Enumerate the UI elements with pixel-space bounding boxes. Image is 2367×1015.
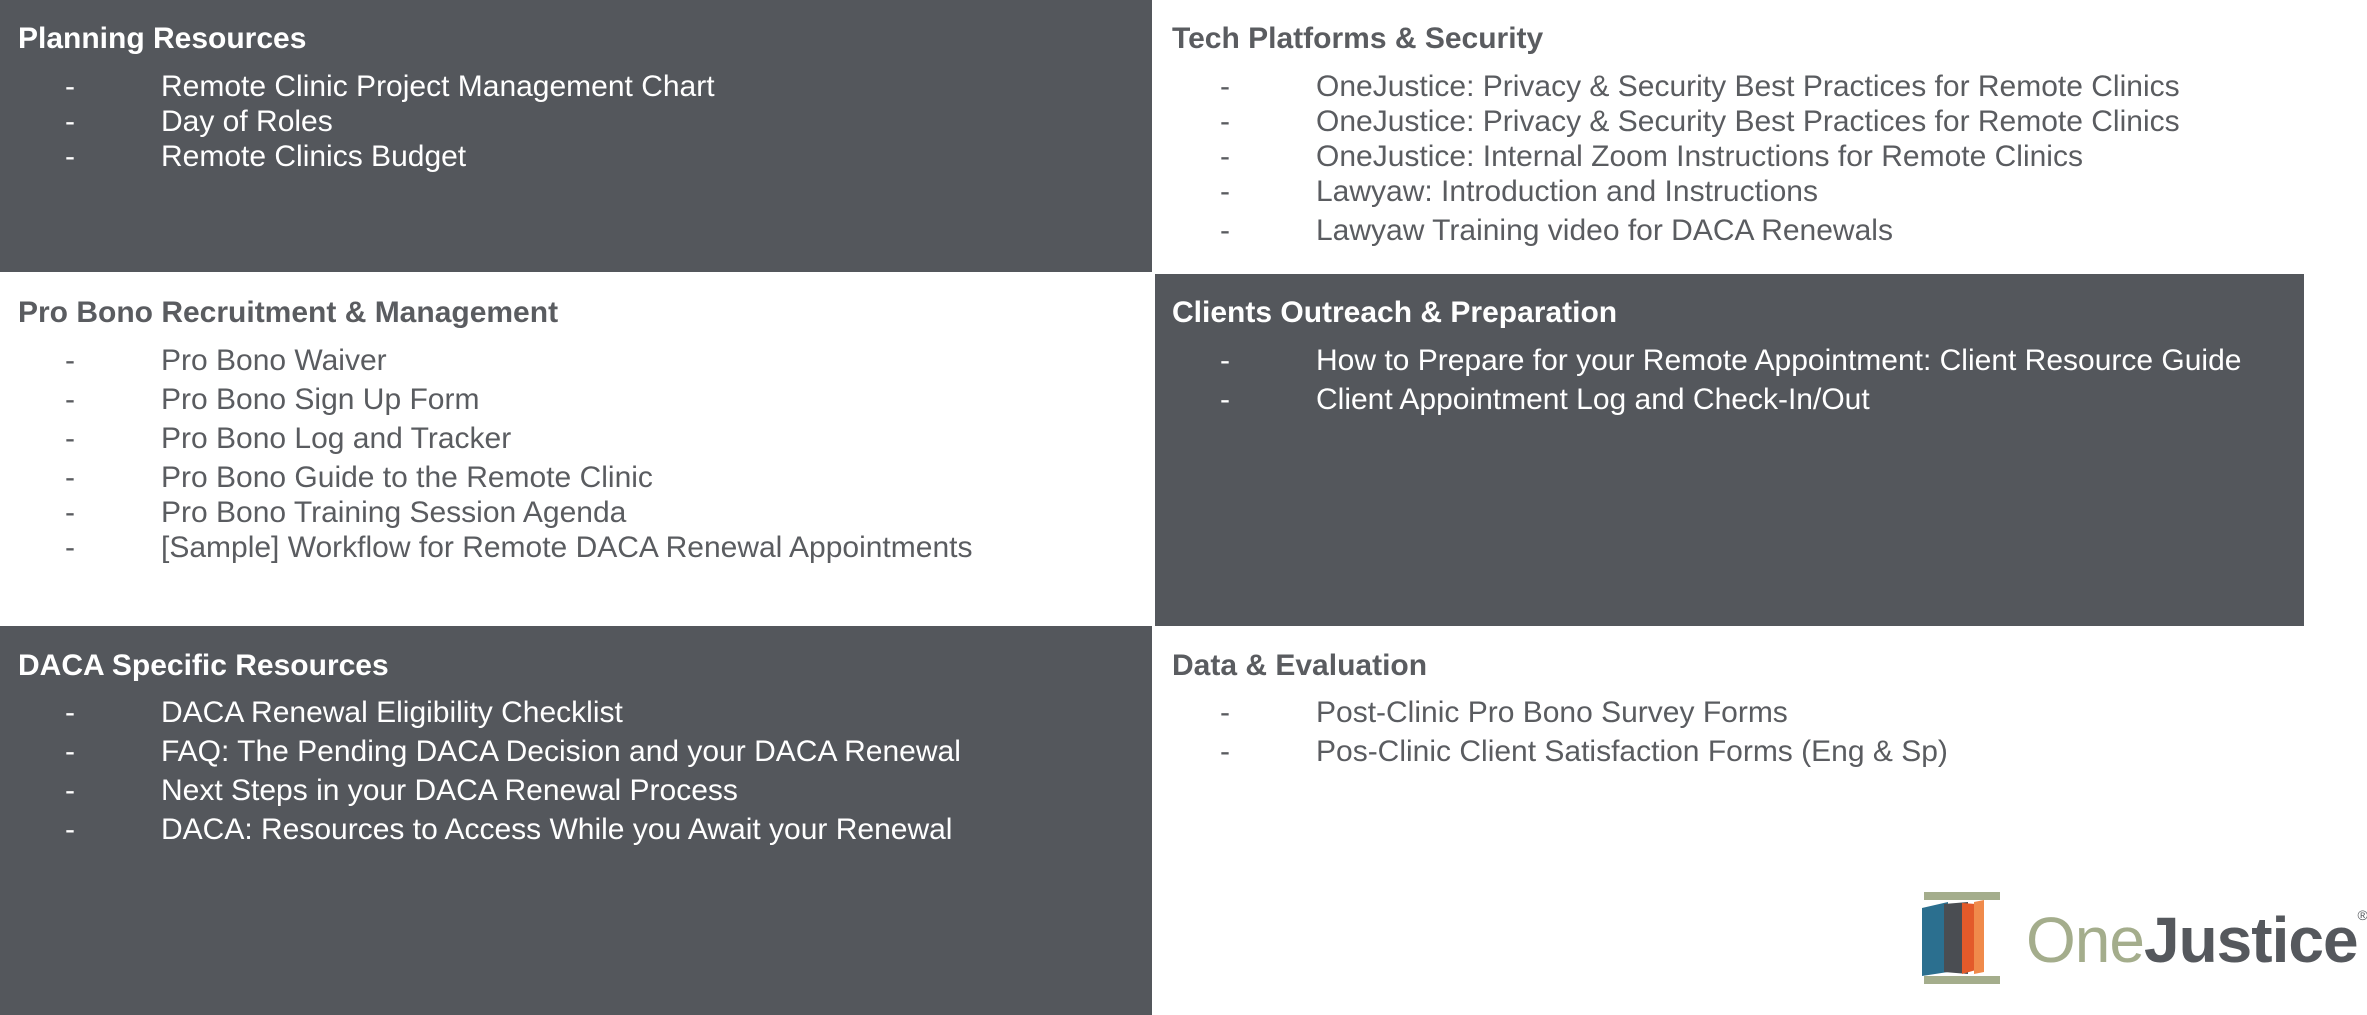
panel-title: Data & Evaluation [1172, 649, 1428, 682]
panel-title: Planning Resources [18, 22, 307, 55]
onejustice-logo-mark-icon [1918, 890, 2028, 990]
panel-planning-resources: Planning Resources - Remote Clinic Project Management Chart - Day of Roles - Remote Clinics Budget [0, 0, 1152, 272]
panel-tech-platforms-security: Tech Platforms & Security - OneJustice: Privacy & Security Best Practices for Remote Clinics - OneJustice: Privacy & Security Best Practices for Remote Clinics - OneJustice: Internal Zoom Instructions for Remote Clinics - Lawyaw: Introduction and Instructions - Lawyaw Training video for DACA Renewals [1152, 0, 2304, 272]
panel-data-evaluation: Data & Evaluation - Post-Clinic Pro Bono Survey Forms - Pos-Clinic Client Satisfaction Forms (Eng & Sp) [1152, 626, 2304, 1015]
panel-daca-resources: DACA Specific Resources - DACA Renewal Eligibility Checklist - FAQ: The Pending DACA Decision and your DACA Renewal - Next Steps in your DACA Renewal Process - DACA: Resources to Access While you Await your Renewal [0, 626, 1152, 1015]
panel-title: Clients Outreach & Preparation [1172, 296, 1618, 329]
onejustice-logo [1918, 890, 2367, 990]
panel-title: Pro Bono Recruitment & Management [18, 296, 559, 329]
logo-wordmark: OneJustice® [2026, 904, 2367, 976]
panel-title: DACA Specific Resources [18, 649, 389, 682]
panel-clients-outreach: Clients Outreach & Preparation - How to Prepare for your Remote Appointment: Client Resource Guide - Client Appointment Log and Check-In/Out [1155, 274, 2304, 626]
panel-title: Tech Platforms & Security [1172, 22, 1544, 55]
panel-pro-bono-recruitment: Pro Bono Recruitment & Management - Pro Bono Waiver - Pro Bono Sign Up Form - Pro Bono Log and Tracker - Pro Bono Guide to the Remote Clinic - Pro Bono Training Session Agenda - [Sample] Workflow for Remote DACA Renewal Appointments [0, 272, 1152, 626]
